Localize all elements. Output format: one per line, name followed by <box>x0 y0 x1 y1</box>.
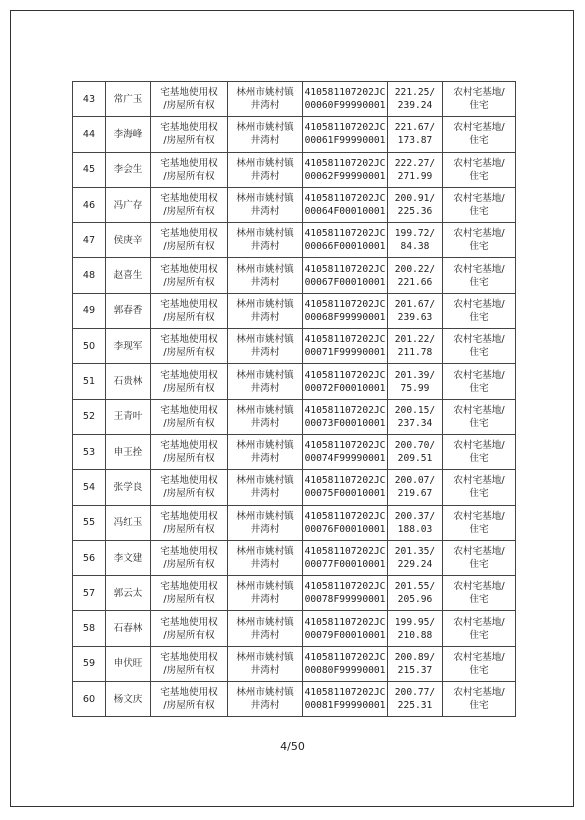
cell-usage: 农村宅基地/ 住宅 <box>443 329 516 364</box>
cell-unit-code: 410581107202JC 00060F99990001 <box>303 82 388 117</box>
table-row <box>73 223 516 258</box>
cell-right-type: 宅基地使用权 /房屋所有权 <box>151 399 228 434</box>
cell-owner-name: 李现军 <box>106 329 151 364</box>
table-row <box>73 576 516 611</box>
property-rights-table <box>72 81 516 717</box>
cell-right-type: 宅基地使用权 /房屋所有权 <box>151 682 228 717</box>
cell-owner-name: 李会生 <box>106 152 151 187</box>
cell-owner-name: 申伏旺 <box>106 646 151 681</box>
cell-owner-name: 张学良 <box>106 470 151 505</box>
cell-unit-code: 410581107202JC 00076F00010001 <box>303 505 388 540</box>
cell-location: 林州市姚村镇 井湾村 <box>228 329 303 364</box>
cell-area: 199.72/ 84.38 <box>388 223 443 258</box>
table-row <box>73 434 516 469</box>
cell-area: 222.27/ 271.99 <box>388 152 443 187</box>
cell-area: 200.91/ 225.36 <box>388 187 443 222</box>
cell-area: 200.70/ 209.51 <box>388 434 443 469</box>
cell-row-number: 59 <box>73 646 106 681</box>
cell-row-number: 52 <box>73 399 106 434</box>
cell-row-number: 48 <box>73 258 106 293</box>
cell-area: 200.15/ 237.34 <box>388 399 443 434</box>
cell-unit-code: 410581107202JC 00073F00010001 <box>303 399 388 434</box>
cell-usage: 农村宅基地/ 住宅 <box>443 646 516 681</box>
table-row <box>73 293 516 328</box>
cell-location: 林州市姚村镇 井湾村 <box>228 82 303 117</box>
cell-owner-name: 王青叶 <box>106 399 151 434</box>
cell-unit-code: 410581107202JC 00078F99990001 <box>303 576 388 611</box>
table-row <box>73 364 516 399</box>
cell-area: 200.89/ 215.37 <box>388 646 443 681</box>
cell-usage: 农村宅基地/ 住宅 <box>443 540 516 575</box>
cell-right-type: 宅基地使用权 /房屋所有权 <box>151 117 228 152</box>
cell-area: 200.77/ 225.31 <box>388 682 443 717</box>
cell-unit-code: 410581107202JC 00074F99990001 <box>303 434 388 469</box>
cell-owner-name: 石贵林 <box>106 364 151 399</box>
table-row <box>73 258 516 293</box>
cell-location: 林州市姚村镇 井湾村 <box>228 152 303 187</box>
cell-row-number: 46 <box>73 187 106 222</box>
cell-usage: 农村宅基地/ 住宅 <box>443 364 516 399</box>
cell-row-number: 54 <box>73 470 106 505</box>
cell-location: 林州市姚村镇 井湾村 <box>228 682 303 717</box>
table-row <box>73 187 516 222</box>
cell-row-number: 45 <box>73 152 106 187</box>
cell-location: 林州市姚村镇 井湾村 <box>228 505 303 540</box>
cell-owner-name: 赵喜生 <box>106 258 151 293</box>
page-current: 4 <box>280 740 288 753</box>
cell-usage: 农村宅基地/ 住宅 <box>443 117 516 152</box>
cell-location: 林州市姚村镇 井湾村 <box>228 364 303 399</box>
cell-location: 林州市姚村镇 井湾村 <box>228 434 303 469</box>
cell-owner-name: 杨文庆 <box>106 682 151 717</box>
cell-right-type: 宅基地使用权 /房屋所有权 <box>151 540 228 575</box>
cell-owner-name: 郭云太 <box>106 576 151 611</box>
table-row <box>73 646 516 681</box>
cell-owner-name: 冯红玉 <box>106 505 151 540</box>
cell-location: 林州市姚村镇 井湾村 <box>228 258 303 293</box>
cell-area: 199.95/ 210.88 <box>388 611 443 646</box>
cell-row-number: 53 <box>73 434 106 469</box>
cell-area: 200.37/ 188.03 <box>388 505 443 540</box>
cell-unit-code: 410581107202JC 00061F99990001 <box>303 117 388 152</box>
cell-right-type: 宅基地使用权 /房屋所有权 <box>151 187 228 222</box>
cell-row-number: 56 <box>73 540 106 575</box>
cell-unit-code: 410581107202JC 00071F99990001 <box>303 329 388 364</box>
cell-usage: 农村宅基地/ 住宅 <box>443 576 516 611</box>
table-row <box>73 682 516 717</box>
cell-usage: 农村宅基地/ 住宅 <box>443 611 516 646</box>
cell-unit-code: 410581107202JC 00081F99990001 <box>303 682 388 717</box>
page-number <box>0 740 585 753</box>
cell-area: 200.07/ 219.67 <box>388 470 443 505</box>
cell-row-number: 50 <box>73 329 106 364</box>
cell-right-type: 宅基地使用权 /房屋所有权 <box>151 470 228 505</box>
cell-unit-code: 410581107202JC 00062F99990001 <box>303 152 388 187</box>
cell-right-type: 宅基地使用权 /房屋所有权 <box>151 576 228 611</box>
cell-right-type: 宅基地使用权 /房屋所有权 <box>151 364 228 399</box>
cell-owner-name: 石春林 <box>106 611 151 646</box>
cell-row-number: 51 <box>73 364 106 399</box>
cell-area: 201.22/ 211.78 <box>388 329 443 364</box>
cell-usage: 农村宅基地/ 住宅 <box>443 187 516 222</box>
cell-owner-name: 李海峰 <box>106 117 151 152</box>
cell-location: 林州市姚村镇 井湾村 <box>228 576 303 611</box>
cell-unit-code: 410581107202JC 00075F00010001 <box>303 470 388 505</box>
cell-usage: 农村宅基地/ 住宅 <box>443 434 516 469</box>
cell-row-number: 60 <box>73 682 106 717</box>
table-row <box>73 82 516 117</box>
cell-row-number: 43 <box>73 82 106 117</box>
table-body <box>73 82 516 717</box>
cell-location: 林州市姚村镇 井湾村 <box>228 117 303 152</box>
cell-location: 林州市姚村镇 井湾村 <box>228 611 303 646</box>
cell-owner-name: 侯庚辛 <box>106 223 151 258</box>
cell-unit-code: 410581107202JC 00079F00010001 <box>303 611 388 646</box>
cell-usage: 农村宅基地/ 住宅 <box>443 293 516 328</box>
cell-usage: 农村宅基地/ 住宅 <box>443 152 516 187</box>
cell-area: 201.67/ 239.63 <box>388 293 443 328</box>
cell-owner-name: 常广玉 <box>106 82 151 117</box>
cell-usage: 农村宅基地/ 住宅 <box>443 223 516 258</box>
cell-area: 201.39/ 75.99 <box>388 364 443 399</box>
cell-usage: 农村宅基地/ 住宅 <box>443 258 516 293</box>
page-separator: / <box>287 740 291 753</box>
cell-usage: 农村宅基地/ 住宅 <box>443 399 516 434</box>
cell-location: 林州市姚村镇 井湾村 <box>228 646 303 681</box>
cell-unit-code: 410581107202JC 00068F99990001 <box>303 293 388 328</box>
cell-right-type: 宅基地使用权 /房屋所有权 <box>151 646 228 681</box>
cell-usage: 农村宅基地/ 住宅 <box>443 682 516 717</box>
cell-location: 林州市姚村镇 井湾村 <box>228 540 303 575</box>
cell-right-type: 宅基地使用权 /房屋所有权 <box>151 223 228 258</box>
cell-owner-name: 冯广存 <box>106 187 151 222</box>
cell-row-number: 44 <box>73 117 106 152</box>
cell-location: 林州市姚村镇 井湾村 <box>228 399 303 434</box>
cell-right-type: 宅基地使用权 /房屋所有权 <box>151 82 228 117</box>
table-row <box>73 611 516 646</box>
cell-unit-code: 410581107202JC 00080F99990001 <box>303 646 388 681</box>
table-row <box>73 117 516 152</box>
cell-right-type: 宅基地使用权 /房屋所有权 <box>151 505 228 540</box>
cell-row-number: 55 <box>73 505 106 540</box>
cell-right-type: 宅基地使用权 /房屋所有权 <box>151 611 228 646</box>
cell-location: 林州市姚村镇 井湾村 <box>228 470 303 505</box>
cell-owner-name: 郭春香 <box>106 293 151 328</box>
cell-unit-code: 410581107202JC 00072F00010001 <box>303 364 388 399</box>
cell-unit-code: 410581107202JC 00067F00010001 <box>303 258 388 293</box>
cell-row-number: 47 <box>73 223 106 258</box>
cell-owner-name: 李文建 <box>106 540 151 575</box>
cell-location: 林州市姚村镇 井湾村 <box>228 223 303 258</box>
cell-row-number: 49 <box>73 293 106 328</box>
cell-usage: 农村宅基地/ 住宅 <box>443 505 516 540</box>
page-total: 50 <box>290 740 305 753</box>
table-row <box>73 540 516 575</box>
cell-location: 林州市姚村镇 井湾村 <box>228 187 303 222</box>
cell-right-type: 宅基地使用权 /房屋所有权 <box>151 152 228 187</box>
cell-area: 200.22/ 221.66 <box>388 258 443 293</box>
cell-unit-code: 410581107202JC 00077F00010001 <box>303 540 388 575</box>
cell-unit-code: 410581107202JC 00064F00010001 <box>303 187 388 222</box>
cell-usage: 农村宅基地/ 住宅 <box>443 470 516 505</box>
table-row <box>73 399 516 434</box>
cell-unit-code: 410581107202JC 00066F00010001 <box>303 223 388 258</box>
table-row <box>73 329 516 364</box>
cell-owner-name: 申王拴 <box>106 434 151 469</box>
cell-area: 201.35/ 229.24 <box>388 540 443 575</box>
table-row <box>73 505 516 540</box>
cell-area: 221.67/ 173.87 <box>388 117 443 152</box>
cell-location: 林州市姚村镇 井湾村 <box>228 293 303 328</box>
cell-right-type: 宅基地使用权 /房屋所有权 <box>151 293 228 328</box>
cell-area: 221.25/ 239.24 <box>388 82 443 117</box>
cell-right-type: 宅基地使用权 /房屋所有权 <box>151 434 228 469</box>
cell-right-type: 宅基地使用权 /房屋所有权 <box>151 329 228 364</box>
cell-usage: 农村宅基地/ 住宅 <box>443 82 516 117</box>
cell-row-number: 57 <box>73 576 106 611</box>
cell-right-type: 宅基地使用权 /房屋所有权 <box>151 258 228 293</box>
table-row <box>73 152 516 187</box>
table-row <box>73 470 516 505</box>
cell-area: 201.55/ 205.96 <box>388 576 443 611</box>
cell-row-number: 58 <box>73 611 106 646</box>
